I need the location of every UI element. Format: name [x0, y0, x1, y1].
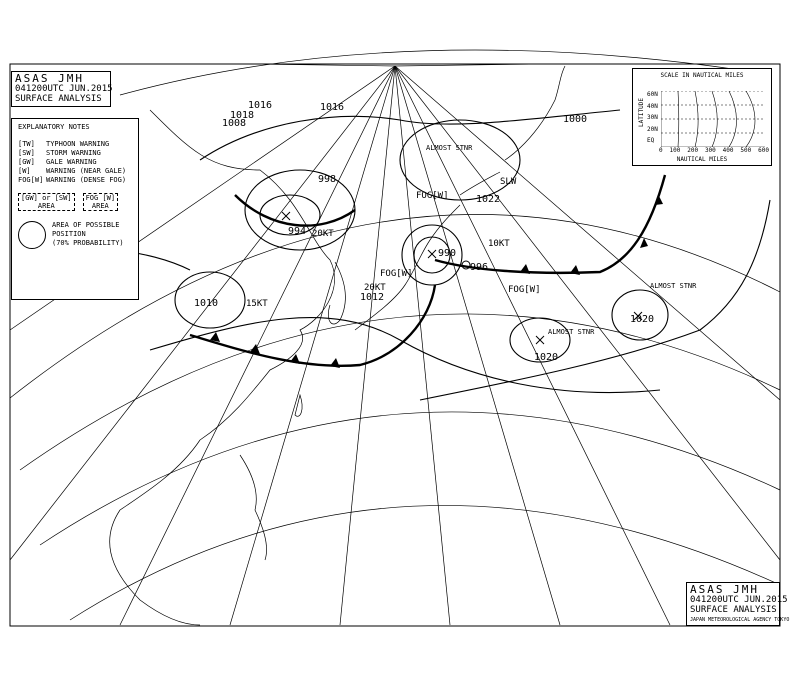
warning-label: ALMOST STNR	[548, 328, 595, 336]
warning-label: 20KT	[312, 229, 334, 239]
isobar-label: 1022	[476, 194, 501, 205]
header-top	[11, 71, 111, 107]
header-bottom-line1: ASAS JMH	[690, 583, 759, 596]
warning-label: ALMOST STNR	[650, 282, 697, 290]
fog-area-symbol: FOG [W] AREA	[83, 193, 119, 211]
notes-title: EXPLANATORY NOTES	[18, 123, 90, 131]
isobar-label: 1020	[630, 314, 655, 325]
warning-labels	[246, 144, 697, 336]
warning-label: ALMOST STNR	[426, 144, 473, 152]
isobar-label: 1000	[563, 114, 588, 125]
notes-item: FOG[W] WARNING (DENSE FOG)	[18, 176, 127, 184]
header-bottom-line3: SURFACE ANALYSIS	[690, 605, 777, 615]
gale-area-symbol: [GW] or [SW] AREA	[18, 193, 75, 211]
isobar-label: 1018	[230, 110, 255, 121]
header-bottom-agency: JAPAN METEOROLOGICAL AGENCY TOKYO	[690, 617, 790, 623]
notes-item: [SW] STORM WARNING	[18, 149, 101, 157]
scale-xlabel: NAUTICAL MILES	[676, 156, 728, 163]
warning-label: FOG[W]	[508, 285, 541, 295]
isobar-label: 990	[438, 248, 457, 259]
header-bottom	[686, 582, 790, 626]
scale-box: SCALE IN NAUTICAL MILES LATITUDE 60N 40N 30N 20N EQ 0 100 200 300 400 500 600 NAUTICAL MILES	[632, 68, 772, 166]
isobar-labels	[194, 100, 654, 363]
isobar-label: 1010	[194, 298, 219, 309]
lowcenter-marks	[282, 212, 642, 344]
warning-label: SLW	[500, 177, 517, 187]
notes-item: [TW] TYPHOON WARNING	[18, 140, 110, 148]
warning-label: 10KT	[488, 239, 510, 249]
isobar-label: 1012	[360, 292, 385, 303]
notes-item: [GW] GALE WARNING	[18, 158, 97, 166]
isobar-label: 994	[288, 226, 307, 237]
warning-label: 20KT	[364, 283, 386, 293]
isobar-label: 1016	[248, 100, 273, 111]
scale-curves	[661, 91, 765, 147]
isobar-label: 996	[470, 262, 489, 273]
isobar-label: 1008	[222, 118, 247, 129]
header-top-line2: 041200UTC JUN.2015	[15, 84, 113, 94]
possible-position-circle-icon	[18, 221, 46, 249]
header-bottom-line2: 041200UTC JUN.2015	[690, 595, 788, 605]
warning-label: FOG[W]	[380, 269, 413, 279]
coastlines	[110, 66, 565, 625]
isobar-label: 998	[318, 174, 337, 185]
scale-title: SCALE IN NAUTICAL MILES	[660, 72, 744, 79]
header-top-line3: SURFACE ANALYSIS	[15, 94, 102, 104]
isobar-label: 1020	[534, 352, 559, 363]
explanatory-notes: EXPLANATORY NOTES [TW] TYPHOON WARNING [SW] STORM WARNING [GW] GALE WARNING [W] WARNING (NEAR GALE) FOG[W] WARNING (DENSE FOG) [GW] or [SW] AREA FOG [W] AREA AREA OF POSSIBLE POSITION (70% PROBABILITY)	[11, 118, 139, 300]
warning-label: FOG[W]	[416, 191, 449, 201]
notes-item: [W] WARNING (NEAR GALE)	[18, 167, 127, 175]
warning-label: 15KT	[246, 299, 268, 309]
isobar-label: 1016	[320, 102, 345, 113]
scale-ylabel: LATITUDE	[637, 98, 645, 127]
header-top-line1: ASAS JMH	[15, 72, 84, 85]
